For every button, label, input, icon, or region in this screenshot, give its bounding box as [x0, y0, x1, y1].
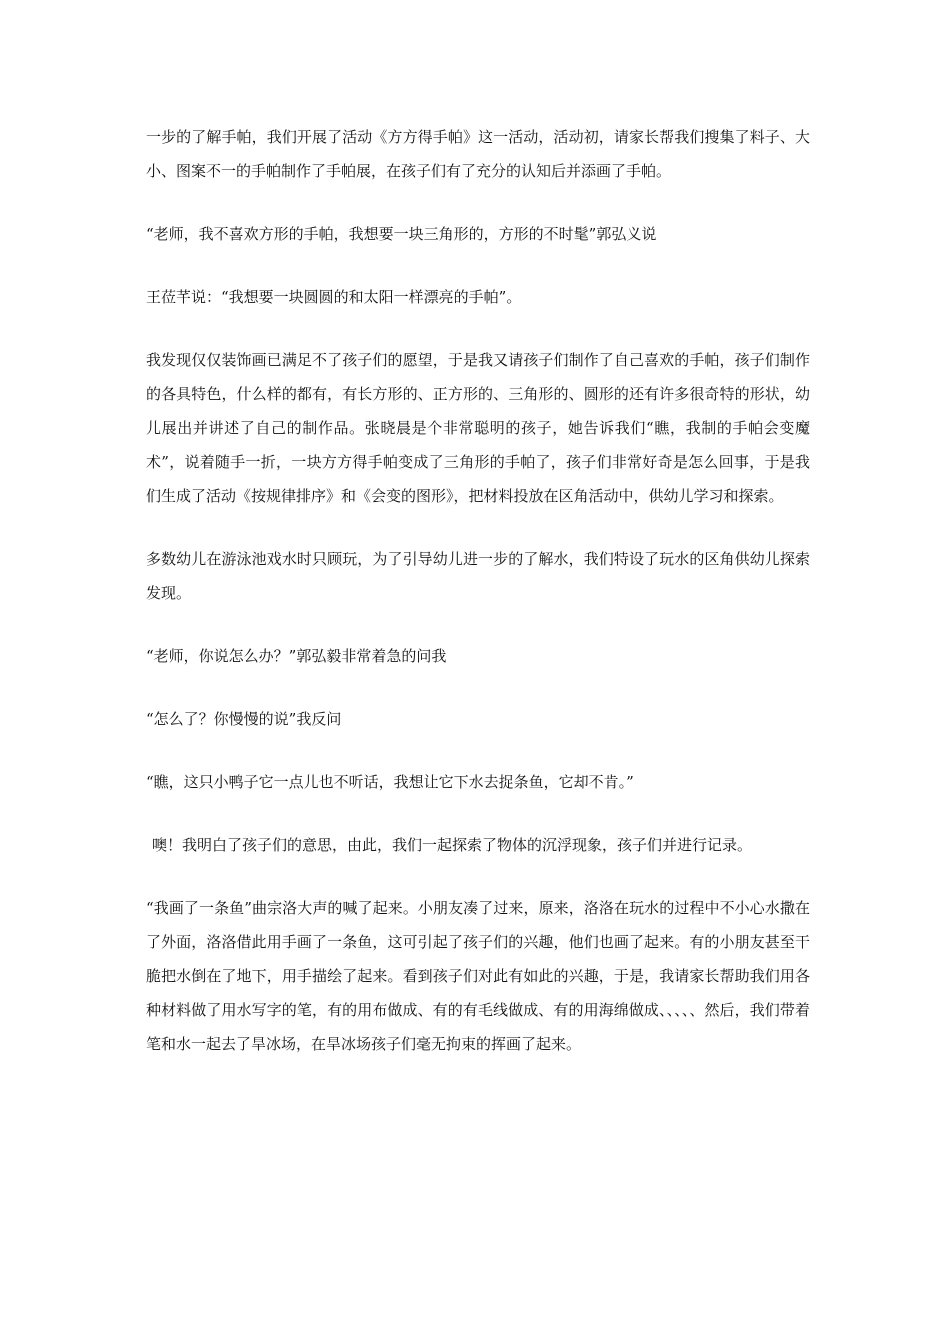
paragraph-5: 多数幼儿在游泳池戏水时只顾玩，为了引导幼儿进一步的了解水，我们特设了玩水的区角供幼儿探索发现。 [146, 550, 810, 602]
paragraph-1: 一步的了解手帕，我们开展了活动《方方得手帕》这一活动，活动初，请家长帮我们搜集了料子、大小、图案不一的手帕制作了手帕展，在孩子们有了充分的认知后并添画了手帕。 [146, 128, 810, 180]
paragraph-9: 噢！我明白了孩子们的意思，由此，我们一起探索了物体的沉浮现象，孩子们并进行记录。 [152, 836, 753, 854]
paragraph-2: “老师，我不喜欢方形的手帕，我想要一块三角形的，方形的不时髦”郭弘义说 [146, 225, 657, 243]
paragraph-10: “我画了一条鱼”曲宗洛大声的喊了起来。小朋友凑了过来，原来，洛洛在玩水的过程中不小心水撒在了外面，洛洛借此用手画了一条鱼，这可引起了孩子们的兴趣，他们也画了起来。有的小朋友甚至干脆把水倒在了地下，用手描绘了起来。看到孩子们对此有如此的兴趣，于是，我请家长帮助我们用各种材料做了用水写字的笔，有的用布做成、有的有毛线做成、有的用海绵做成、、、、、然后，我们带着笔和水一起去了旱冰场，在旱冰场孩子们毫无拘束的挥画了起来。 [146, 899, 810, 1053]
paragraph-7: “怎么了？你慢慢的说”我反问 [146, 710, 342, 728]
paragraph-8: “瞧，这只小鸭子它一点儿也不听话，我想让它下水去捉条鱼，它却不肯。” [146, 773, 634, 791]
paragraph-6: “老师，你说怎么办？”郭弘毅非常着急的问我 [146, 647, 447, 665]
paragraph-3: 王莅芊说：“我想要一块圆圆的和太阳一样漂亮的手帕”。 [146, 288, 522, 306]
body-text [146, 120, 810, 1090]
paragraph-4: 我发现仅仅装饰画已满足不了孩子们的愿望，于是我又请孩子们制作了自己喜欢的手帕，孩子们制作的各具特色，什么样的都有，有长方形的、正方形的、三角形的、圆形的还有许多很奇特的形状，幼儿展出并讲述了自己的制作品。张晓晨是个非常聪明的孩子，她告诉我们“瞧，我制的手帕会变魔术”，说着随手一折，一块方方得手帕变成了三角形的手帕了，孩子们非常好奇是怎么回事，于是我们生成了活动《按规律排序》和《会变的图形》，把材料投放在区角活动中，供幼儿学习和探索。 [146, 351, 810, 505]
